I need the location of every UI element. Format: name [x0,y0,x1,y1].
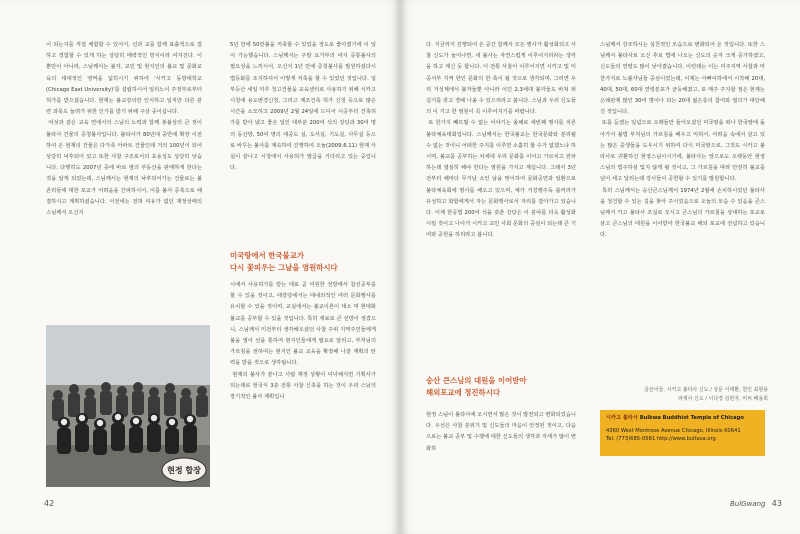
right-page-number: 43 [771,499,782,508]
right-column-1-bottom-text: 현정 스님이 불타사에 오시면서 많은 것이 발전되고 변화되었습니다. 우선은 사찰 분위기 및 신도들의 마음이 안정된 것이고, 다음으로는 불교 공부 및 수행에 대한 신도들의 생각과 자세가 많이 변화하 [426,412,576,452]
left-column-2-bottom-text: 시에서 사용허가를 받는 대로 곧 여원한 선방에서 참선공부를 할 수 있을 것이고, 대강당에서는 대내외적인 여러 문화행사를 유치할 수 있을 것이며, 교실에서는 불교이론이 대소 며 현대화 불교를 공부할 수 있을 것입니다. 특히 재료로 큰 선방이 생겼으니, 스님께서 미전부터 생각해오셨던 사찰 주위 지역주민들에게 불을 열어 선을 통하여 현지인들에게 필요로 알리고, 부처님의 가르침을 전하여는 현지인 불교 교육을 확장해 나갈 계획의 탄력을 받을 것으로 생각됩니다. 현재의 불사가 끝나고 사람 재정 상황이 넉넉해지면 기획사가 되는데로 현국식 3층 전통 사찰 신축을 하는 것이 우리 스님의 장기적인 불사 계획입니 [230,282,376,401]
left-subheading-text: 미국땅에서 한국불교가 다시 꽃피우는 그날을 염원하시다 [230,251,338,272]
temple-address: 4360 West Montrose Avenue Chicago, Illinois 60641 [606,428,741,435]
left-column-2-top [230,40,376,245]
group-photo-graphic [46,325,210,487]
group-photo [46,325,210,487]
running-head-text: BulGwang [730,500,766,508]
temple-contact: Tel. (773)685-0581 http://www.bultasa.org [606,436,716,443]
right-subheading [426,375,586,399]
author-credit: 글쓴이들. 시카고 불타사 신도 / 상문 이태환, 원인 최현용 파계사 신도 / 이다경 김현자, 미씨 배용희 [644,387,768,402]
right-column-2 [600,40,765,385]
temple-title [606,414,759,422]
right-column-2-text: 스님께서 강조하시는 실천적인 모습으로 변화되어 온 것입니다. 또한 스님께서 불타사로 오신 후로 법에 나오는 신도의 숫자 크게 증가하였고, 신도들의 연령도 많이 낮아졌습니다. 이런데는 이는 미주지역 사찰과 마찬가지로 노불자님들 중심이었는데, 이제는 아빠이하에서 시작해 20대, 40대, 50대, 60대 연령분포가 균등해졌고, 또 매주 주지할 점은 현재는 은왜관제 많인 30여 명이나 되는 20대 젊은층의 참여와 열의가 대단해진 것입니다. 또를 듣겠는 일념으로 오래들만 들어오셨던 미국땅을 떠나 한국땅에 돌아가서 불법 부처님의 가르침을 배우고 익혀서, 어려움 속에서 살고 있는 많은 중생들을 도우시기 위하여 다시 미국땅으로, 그것도 시카고 불타사로 귀환하신 현정스님이시기에, 불타사는 앞으로도 오랫동안 현정 스님의 법주하심 및지 않게 될 것이고, 그 가르침을 따라 안전히 불교를 넘어 세고 달리는데 강사들이 공헌할 수 있기를 발원합니다. 특히 스님께서는 숭산큰스님께서 1974년 2월에 손치하시었던 불타사을 청건할 수 있는 길을 찾아 주시었음으로 오늘의 모습 수 있음을 큰스님께서 카고 불타사 조실로 모시고 큰스님의 가르침을 상대하는 포교로 삼고 큰스님의 대원을 이어받아 한국불교 해외 포교에 전념하고 있습니다. [600,42,766,239]
right-subheading-text: 숭산 큰스님의 대원을 이어받아 해외포교에 정진하시다 [426,376,527,397]
left-subheading [230,250,380,274]
right-page [400,0,800,534]
left-column-2-bottom [230,280,376,486]
left-page-number: 42 [44,499,55,508]
left-column-1-text: 이 되는지를 직접 체험할 수 있어서, 선과 교를 함께 표출적으로 접하고 경험할 수 있게 하는 상당히 매력적인 방식이라 여겨진다. 이 뿐만이 아니라, 스님께서는 불자, 교민 및 현지인의 불교 및 문화교육의 대대적인 영역을 넓히시기 위하여 '시카고 동방대학교(Chicago East University)'를 설립하시어 일리노이 주정부로부터 허가를 받으셨습니다. 현재는 불교강의만 인식하고 일직만 다른 관련 과목도 늘려가 위한 인가를 받기 위해 구상 중이십니다. 여섯과 같은 교육 면에서의 스님의 노력과 함께 봉불상의 큰 것이 불타사 건물의 증청불사입니다. 불타사가 80년대 중반에 확장 이전하여 온 현재의 건물은 다가족 아파트 건물인데 거의 100년이 되어 상당히 낙후되어 있고 또한 사찰 구조로서의 효용성도 상당히 낮습니다. 다행히도 2007년 중에 바로 옆의 부동산을 판매하게 한다는 것을 알게 되었는데, 스님께서는 현재의 낙후되어가는 건물로는 불존리들에 대한 포교가 어려움을 간파하시어, 이를 불사 증축으로 해결하시고 계획하셨습니다. 이전에는 전혀 여유가 없던 재정상태의 스님께서 오신지 [46,42,202,217]
temple-title-ko: 시카고 불타사 [606,415,638,421]
right-column-1-top [426,40,576,370]
right-column-1-top-text: 다. 지금까지 진행되어 온 공간 함께서 모든 행사가 활성화되고 사찰 신도가 늘어나면, 새 불사는 자연스럽게 이루어지리라는 생각을 하고 계신 듯 합니다. 이 전통 사찰이 이루어지면 시카고 및 미 중서부 지역 한인 문화의 한 축이 될 것으로 생각되며, 그러면 우리 거성계에서 불자들뿐 아니라 이민 2,3세대 불자들도 바쳐 위 길기를 갖고 경배 나올 수 있으리라고 봅니다. 스님과 우리 신도들의 이 기고 한 염원이 꼭 이루어지기를 바랍니다. 또 한가지 빼뜨릴 수 없는 이야기는 올해로 세번째 행사를 치른 불타체육대회입니다. 스님께서는 한국불교는 한국문화와 분리될 수 없는 것이니 어떠한 주지를 이루면 소홀히 할 수가 없겠노냐 하시며, 불교를 공부하는 차세대 우리 문화를 이어고 가르치고 전파하는데 열심히 해야 한다는 염원을 가지고 계십니다. 그래서 3년 전부터 해마다 무거남 소인 남을 맞이하여 문화공연과 일환으로 불타체육회에 명사를 해오고 있으며, 체가 거칭행주독 블커리가 유성하고 화합에게서 자는 문화행사로서 자리를 잡아가고 있습니다. 이제 한공법 200여 석을 갖춘 강당은 이 분야를 더욱 활성화 시킬 것이고 나아가 시카고 교민 사회 문화의 중심이 되는데 큰 기여와 공헌을 하리라고 봅니다. [426,42,577,239]
running-head [730,499,782,508]
left-column-1 [46,40,202,320]
right-column-1-bottom [426,410,576,490]
left-column-2-top-text: 5년 만에 50만불을 저축할 수 있었을 정도로 좋아졌기에 이 일이 가능했습니다. 스님께서는 주말 요가부의 여지 증통불사의 필요성을 느끼시어, 오신지 1년 만에 증청불사를 발원하셨다시 법등화를 조지하셔서 이렇게 저축을 할 수 있었던 것입니다. 일부등산 세일 미루 청고건물을 교육센터로 사용하기 위해 시카고 시청에 용도변경신청, 그리고 계조건축 허가 신청 등으로 많은 시간을 소모하고 2009년 2월 24일에 드디어 시공부터 건축허가를 받아 냈고 좋은 일인 대부분 200여 석의 강당과 30여 명의 동산방, 50여 명의 대중도 실, 도서실, 기도실, 사무실 등으로 바꾸는 불사를 계속하여 진행하여 오늘(2009.6.11) 현재 사실이 끝나고 시청에서 사용허가 발급을 기다리고 있는 중입니다. [230,42,378,172]
photo-signature: 현정 합장 [167,466,201,475]
temple-info-box [600,410,765,456]
temple-title-en: Bulkwa Buddhist Temple of Chicago [639,415,744,421]
